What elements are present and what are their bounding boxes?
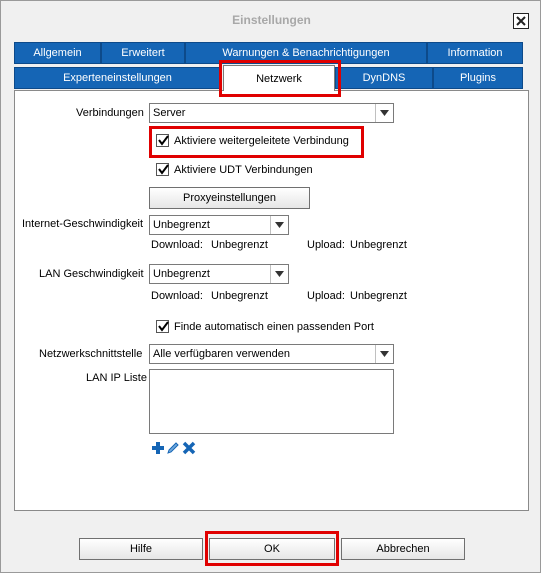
checkmark-icon xyxy=(157,163,170,176)
lan-speed-select[interactable] xyxy=(149,264,289,284)
checkmark-icon xyxy=(157,320,170,333)
auto-port-checkbox[interactable] xyxy=(156,320,169,333)
interface-label: Netzwerkschnittstelle xyxy=(39,348,143,360)
udt-connection-checkbox[interactable] xyxy=(156,163,169,176)
edit-ip-button[interactable] xyxy=(166,441,180,455)
forwarded-connection-label: Aktiviere weitergeleitete Verbindung xyxy=(174,135,349,147)
connections-label: Verbindungen xyxy=(76,107,144,119)
internet-speed-label: Internet-Geschwindigkeit xyxy=(22,218,144,230)
tab-information[interactable]: Information xyxy=(427,42,523,64)
help-button[interactable]: Hilfe xyxy=(79,538,203,560)
internet-upload-value: Unbegrenzt xyxy=(350,239,407,251)
chevron-down-icon xyxy=(375,345,393,363)
internet-speed-select[interactable] xyxy=(149,215,289,235)
tab-netzwerk[interactable]: Netzwerk xyxy=(223,65,335,91)
lan-ip-list-label: LAN IP Liste xyxy=(86,372,147,384)
checkmark-icon xyxy=(157,134,170,147)
tab-erweitert[interactable]: Erweitert xyxy=(101,42,185,64)
pencil-icon xyxy=(166,441,180,455)
internet-upload-label: Upload: xyxy=(307,239,345,251)
title-bar xyxy=(1,1,540,37)
tab-plugins[interactable]: Plugins xyxy=(433,67,523,89)
cancel-button[interactable]: Abbrechen xyxy=(341,538,465,560)
ok-button[interactable]: OK xyxy=(209,538,335,560)
lan-ip-list[interactable] xyxy=(149,369,394,434)
lan-download-label: Download: xyxy=(151,290,203,302)
lan-speed-label: LAN Geschwindigkeit xyxy=(39,268,144,280)
chevron-down-icon xyxy=(375,104,393,122)
chevron-down-icon xyxy=(270,216,288,234)
network-settings-panel xyxy=(14,90,529,511)
internet-download-value: Unbegrenzt xyxy=(211,239,268,251)
lan-upload-value: Unbegrenzt xyxy=(350,290,407,302)
tab-dyndns[interactable]: DynDNS xyxy=(335,67,433,89)
udt-connection-label: Aktiviere UDT Verbindungen xyxy=(174,164,313,176)
lan-upload-label: Upload: xyxy=(307,290,345,302)
internet-speed-value: Unbegrenzt xyxy=(153,219,210,231)
lan-speed-value: Unbegrenzt xyxy=(153,268,210,280)
interface-select[interactable] xyxy=(149,344,394,364)
add-ip-button[interactable] xyxy=(151,441,165,455)
close-button[interactable] xyxy=(513,13,529,29)
close-icon xyxy=(516,16,526,26)
interface-value: Alle verfügbaren verwenden xyxy=(153,348,290,360)
internet-download-label: Download: xyxy=(151,239,203,251)
tab-experteneinstellungen[interactable]: Experteneinstellungen xyxy=(14,67,221,89)
forwarded-connection-checkbox[interactable] xyxy=(156,134,169,147)
tab-allgemein[interactable]: Allgemein xyxy=(14,42,101,64)
delete-ip-button[interactable] xyxy=(182,441,196,455)
plus-icon xyxy=(151,441,165,455)
connections-select[interactable] xyxy=(149,103,394,123)
chevron-down-icon xyxy=(270,265,288,283)
tab-warnungen[interactable]: Warnungen & Benachrichtigungen xyxy=(185,42,427,64)
connections-value: Server xyxy=(153,107,186,119)
delete-x-icon xyxy=(182,441,196,455)
lan-download-value: Unbegrenzt xyxy=(211,290,268,302)
auto-port-label: Finde automatisch einen passenden Port xyxy=(174,321,374,333)
window-title: Einstellungen xyxy=(232,13,311,27)
proxy-settings-button[interactable]: Proxyeinstellungen xyxy=(149,187,310,209)
